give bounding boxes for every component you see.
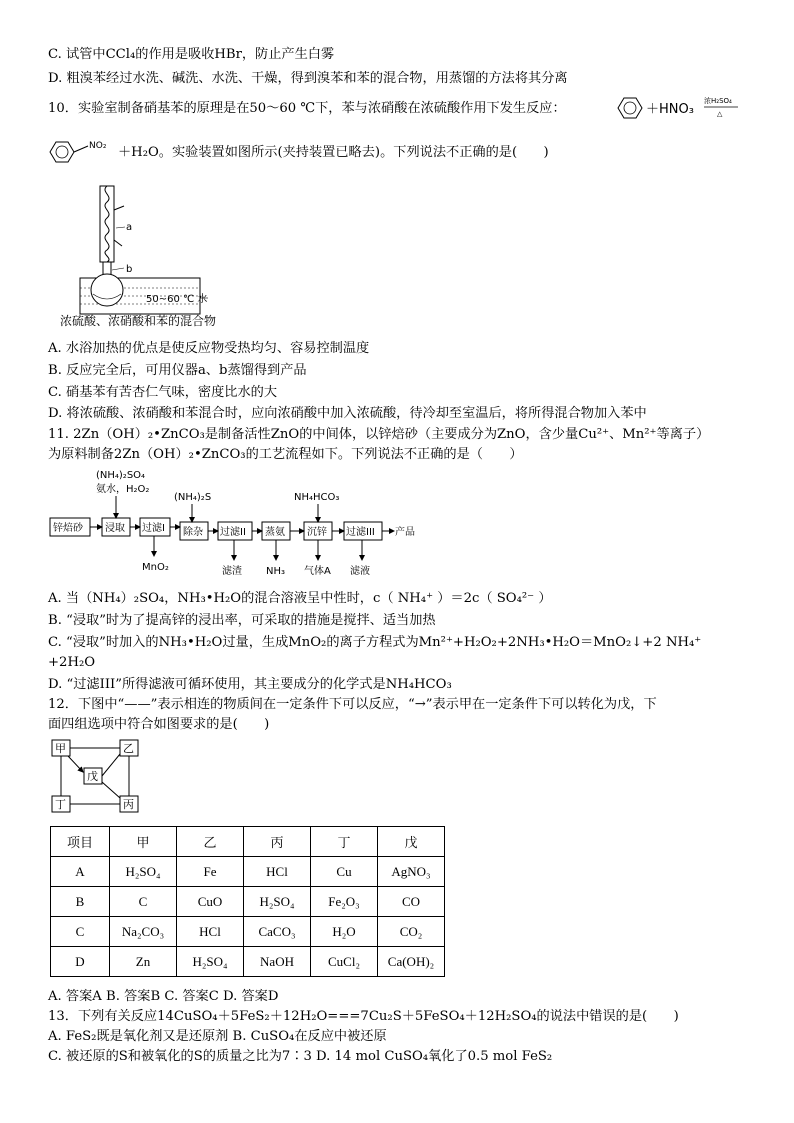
- table-row: [51, 857, 445, 887]
- table-header-cell: 丁: [311, 827, 378, 857]
- q13-stem: 13．下列有关反应14CuSO₄＋5FeS₂＋12H₂O===7Cu₂S＋5FeSO₄＋12H₂SO₄的说法中错误的是( ): [48, 1009, 679, 1024]
- table-cell: NaOH: [244, 947, 311, 977]
- flow-box-leach: [102, 518, 130, 536]
- table-cell: CaCO₃: [244, 917, 311, 947]
- table-cell: H₂O: [311, 917, 378, 947]
- svg-text:蒸氨: 蒸氨: [265, 527, 285, 538]
- round-flask: [91, 274, 123, 306]
- flow-box-filter-1: [140, 518, 170, 536]
- q10-equation-head: [612, 94, 762, 126]
- table-cell: Ca(OH)₂: [378, 947, 445, 977]
- svg-text:过滤II: 过滤II: [220, 527, 246, 538]
- table-header-cell: 乙: [177, 827, 244, 857]
- svg-text:锌焙砂: 锌焙砂: [53, 523, 83, 534]
- benzene-ring-icon: [50, 142, 74, 162]
- label-b: b: [126, 264, 133, 275]
- table-cell: CuO: [177, 887, 244, 917]
- q12-options-table: [50, 826, 445, 977]
- q12-answers: A. 答案A B. 答案B C. 答案C D. 答案D: [48, 989, 279, 1004]
- flow-box-ammonia-distill: [262, 522, 290, 540]
- nitrobenzene-structure: [46, 138, 126, 166]
- q10-stem-text: 10．实验室制备硝基苯的原理是在50～60 ℃下，苯与浓硝酸在浓硫酸作用下发生反应：: [48, 101, 566, 116]
- table-cell: Cu: [311, 857, 378, 887]
- svg-text:丁: 丁: [55, 798, 66, 811]
- svg-text:乙: 乙: [123, 742, 134, 755]
- output-residue: 滤渣: [222, 566, 242, 577]
- q13-options-cd: C. 被还原的S和被氧化的S的质量之比为7∶3 D. 14 mol CuSO₄氧化了0.5 mol FeS₂: [48, 1049, 553, 1064]
- q11-option-c: C. “浸取”时加入的NH₃•H₂O过量，生成MnO₂的离子方程式为Mn²⁺+H₂O₂+2NH₃•H₂O＝MnO₂↓+2 NH₄⁺: [48, 635, 702, 650]
- svg-text:沉锌: 沉锌: [307, 527, 327, 538]
- q10-stem-line1: [48, 100, 566, 118]
- table-cell: H₂SO₄: [244, 887, 311, 917]
- q10-option-d: D. 将浓硫酸、浓硝酸和苯混合时，应向浓硝酸中加入浓硫酸，待冷却至室温后，将所得混合物加入苯中: [48, 406, 647, 421]
- table-header-cell: 项目: [51, 827, 110, 857]
- table-cell: C: [110, 887, 177, 917]
- output-mno2: MnO₂: [142, 562, 169, 573]
- table-cell: A: [51, 857, 110, 887]
- table-cell: C: [51, 917, 110, 947]
- table-cell: HCl: [177, 917, 244, 947]
- reagent-ammonium-sulfate: (NH₄)₂SO₄: [96, 470, 146, 481]
- condenser-tube: [100, 186, 114, 262]
- svg-text:甲: 甲: [55, 742, 66, 755]
- q10-stem-line2: ＋H₂O。实验装置如图所示(夹持装置已略去)。下列说法不正确的是( ): [118, 145, 549, 160]
- process-flow-chart: [48, 466, 428, 586]
- node-wu: [84, 768, 102, 784]
- svg-text:过滤III: 过滤III: [346, 527, 375, 538]
- q12-stem-line1: 12．下图中“——”表示相连的物质间在一定条件下可以反应，“→”表示甲在一定条件下可以转化为戊，下: [48, 697, 657, 712]
- q10-option-a: A. 水浴加热的优点是使反应物受热均匀、容易控制温度: [48, 341, 370, 356]
- q11-option-b: B. “浸取”时为了提高锌的浸出率，可采取的措施是搅拌、适当加热: [48, 613, 436, 628]
- table-cell: Zn: [110, 947, 177, 977]
- water-label: 50~60 ℃ 水: [146, 294, 208, 305]
- apparatus-caption: 浓硫酸、浓硝酸和苯的混合物: [60, 314, 217, 328]
- table-cell: H₂SO₄: [177, 947, 244, 977]
- node-jia: [52, 740, 70, 756]
- table-cell: B: [51, 887, 110, 917]
- q9-option-c: C. 试管中CCl₄的作用是吸收HBr，防止产生白雾: [48, 47, 335, 62]
- hno3-text: ＋HNO₃: [646, 102, 694, 117]
- table-header-cell: 戊: [378, 827, 445, 857]
- label-a: a: [126, 222, 133, 233]
- output-filtrate: 滤液: [350, 566, 370, 577]
- q9-option-d: D. 粗溴苯经过水洗、碱洗、水洗、干燥，得到溴苯和苯的混合物，用蒸馏的方法将其分离: [48, 71, 568, 86]
- q13-options-ab: A. FeS₂既是氧化剂又是还原剂 B. CuSO₄在反应中被还原: [48, 1029, 387, 1044]
- flow-box-impurity-removal: [180, 522, 208, 540]
- condition-top: 浓H₂SO₄: [704, 97, 732, 105]
- node-ding: [52, 796, 70, 812]
- output-nh3: NH₃: [266, 566, 286, 577]
- table-row: [51, 887, 445, 917]
- q11-option-a: A. 当（NH₄）₂SO₄，NH₃•H₂O的混合溶液呈中性时，c（ NH₄⁺ ）＝2c（ SO₄²⁻ ）: [48, 591, 552, 606]
- q11-stem-line1: 11. 2Zn（OH）₂•ZnCO₃是制备活性ZnO的中间体，以锌焙砂（主要成分为ZnO，含少量Cu²⁺、Mn²⁺等离子）: [48, 427, 710, 442]
- flow-product: 产品: [395, 527, 415, 538]
- reagent-ammonium-bicarbonate: NH₄HCO₃: [294, 492, 340, 503]
- table-row: [51, 917, 445, 947]
- table-cell: H₂SO₄: [110, 857, 177, 887]
- reagent-ammonia-peroxide: 氨水，H₂O₂: [96, 484, 150, 495]
- table-header-row: [51, 827, 445, 857]
- table-row: [51, 947, 445, 977]
- table-cell: HCl: [244, 857, 311, 887]
- flow-box-filter-3: [344, 522, 382, 540]
- table-cell: D: [51, 947, 110, 977]
- table-cell: AgNO₃: [378, 857, 445, 887]
- table-header-cell: 丙: [244, 827, 311, 857]
- node-bing: [120, 796, 138, 812]
- q12-relation-diagram: [50, 738, 142, 816]
- nitration-apparatus-diagram: [56, 180, 246, 330]
- no2-label: NO₂: [89, 141, 107, 151]
- output-gas-a: 气体A: [304, 566, 331, 577]
- condition-bottom: △: [717, 110, 723, 118]
- q10-option-b: B. 反应完全后，可用仪器a、b蒸馏得到产品: [48, 363, 307, 378]
- q11-option-c-cont: +2H₂O: [48, 655, 96, 670]
- flow-box-filter-2: [218, 522, 252, 540]
- q12-stem-line2: 面四组选项中符合如图要求的是( ): [48, 717, 270, 732]
- table-cell: Fe₂O₃: [311, 887, 378, 917]
- flow-box-zinc-precipitation: [304, 522, 332, 540]
- q10-option-c: C. 硝基苯有苦杏仁气味，密度比水的大: [48, 385, 278, 400]
- flow-box-zinc-calcine: [50, 518, 90, 536]
- table-cell: CuCl₂: [311, 947, 378, 977]
- svg-text:除杂: 除杂: [183, 527, 203, 538]
- table-cell: CO₂: [378, 917, 445, 947]
- svg-text:丙: 丙: [123, 798, 134, 811]
- svg-text:戊: 戊: [87, 770, 98, 783]
- reagent-ammonium-sulfide: (NH₄)₂S: [174, 492, 212, 503]
- svg-text:过滤I: 过滤I: [142, 523, 165, 534]
- table-cell: Na₂CO₃: [110, 917, 177, 947]
- table-header-cell: 甲: [110, 827, 177, 857]
- q11-stem-line2: 为原料制备2Zn（OH）₂•ZnCO₃的工艺流程如下。下列说法不正确的是（ ）: [48, 447, 523, 462]
- table-cell: CO: [378, 887, 445, 917]
- svg-text:浸取: 浸取: [105, 523, 125, 534]
- node-yi: [120, 740, 138, 756]
- benzene-ring-icon: [618, 98, 642, 118]
- table-cell: Fe: [177, 857, 244, 887]
- q11-option-d: D. “过滤III”所得滤液可循环使用，其主要成分的化学式是NH₄HCO₃: [48, 677, 452, 692]
